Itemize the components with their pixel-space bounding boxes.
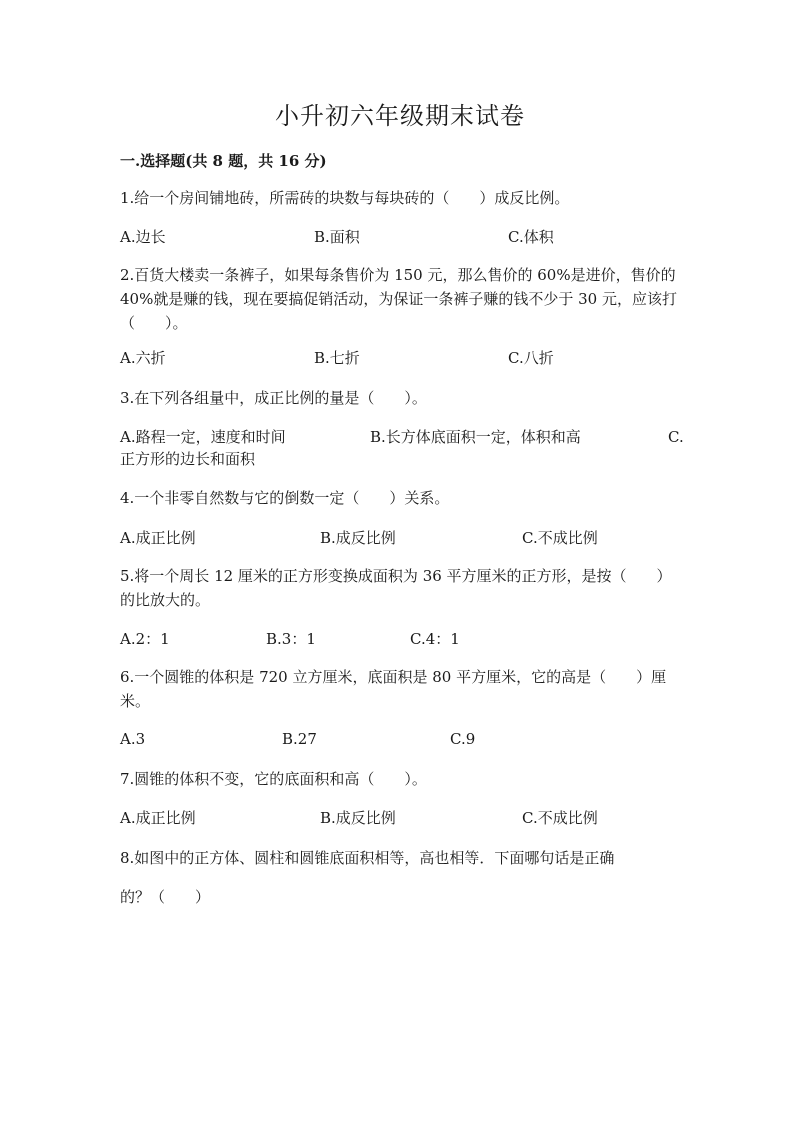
question-3-stem: 3.在下列各组量中，成正比例的量是（ ）。: [120, 389, 427, 407]
question-2-option-b: B.七折: [314, 349, 360, 367]
question-5-option-a: A.2：1: [120, 630, 170, 648]
question-4-option-a: A.成正比例: [120, 529, 196, 547]
section-heading: 一.选择题(共 8 题，共 16 分): [120, 152, 327, 170]
question-4-stem: 4.一个非零自然数与它的倒数一定（ ）关系。: [120, 489, 450, 507]
question-2-option-c: C.八折: [508, 349, 554, 367]
question-3-option-c-prefix: C.: [668, 428, 684, 446]
question-5-option-b: B.3：1: [266, 630, 316, 648]
question-1-option-c: C.体积: [508, 228, 554, 246]
question-3-option-c-rest: 正方形的边长和面积: [120, 450, 256, 468]
question-7-option-a: A.成正比例: [120, 809, 196, 827]
question-1-option-a: A.边长: [120, 228, 166, 246]
question-3-option-b: B.长方体底面积一定，体积和高: [370, 428, 581, 446]
question-7-option-c: C.不成比例: [522, 809, 598, 827]
page-title: 小升初六年级期末试卷: [275, 102, 525, 130]
question-8-stem-line-1: 8.如图中的正方体、圆柱和圆锥底面积相等，高也相等．下面哪句话是正确: [120, 849, 615, 867]
question-2-option-a: A.六折: [120, 349, 166, 367]
question-3-option-a: A.路程一定，速度和时间: [120, 428, 286, 446]
question-5-option-c: C.4：1: [410, 630, 460, 648]
question-1-option-b: B.面积: [314, 228, 360, 246]
question-2-stem: 2.百货大楼卖一条裤子，如果每条售价为 150 元，那么售价的 60%是进价，售价的 40%就是赚的钱，现在要搞促销活动，为保证一条裤子赚的钱不少于 30 元，应该打（ ）。: [120, 266, 677, 332]
question-6-option-a: A.3: [120, 730, 146, 748]
question-7-stem: 7.圆锥的体积不变，它的底面积和高（ ）。: [120, 770, 427, 788]
question-6-option-c: C.9: [450, 730, 476, 748]
question-4-option-b: B.成反比例: [320, 529, 396, 547]
question-6-stem: 6.一个圆锥的体积是 720 立方厘米，底面积是 80 平方厘米，它的高是（ ）厘米。: [120, 668, 667, 710]
question-3-options: [120, 426, 685, 472]
question-8-stem-line-2: 的？（ ）: [120, 888, 211, 906]
question-4-option-c: C.不成比例: [522, 529, 598, 547]
question-6-option-b: B.27: [282, 730, 317, 748]
question-5-stem: 5.将一个周长 12 厘米的正方形变换成面积为 36 平方厘米的正方形，是按（ ）的比放大的。: [120, 567, 672, 609]
question-1-stem: 1.给一个房间铺地砖，所需砖的块数与每块砖的（ ）成反比例。: [120, 189, 570, 207]
question-7-option-b: B.成反比例: [320, 809, 396, 827]
